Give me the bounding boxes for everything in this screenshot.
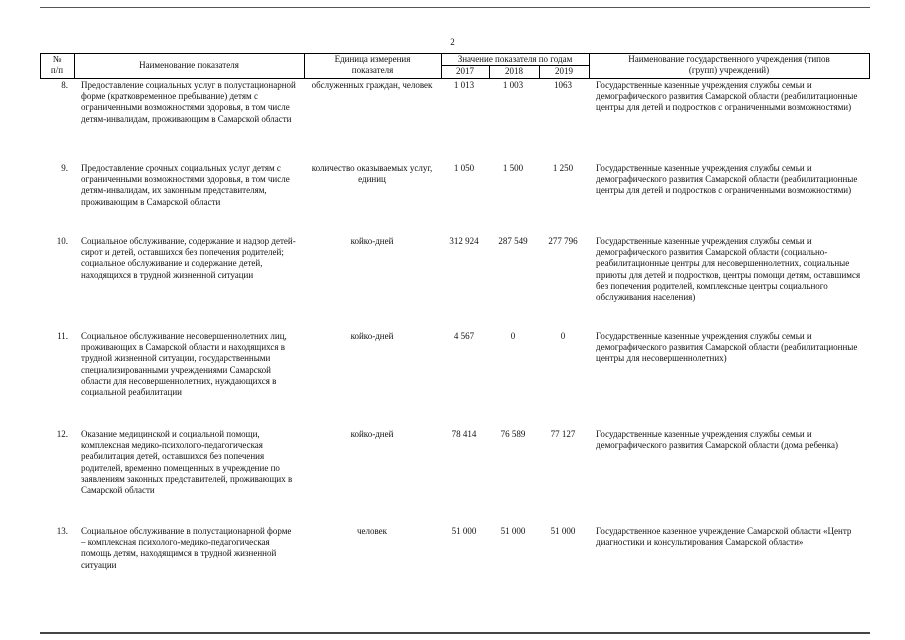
row-name: Оказание медицинской и социальной помощи, комплексная медико-психолого-педагогическая реабилитация детей, оставшихся без попечения родителей, временно помещенных в учреждение по заявлениям законных представителей, проживающих в Самарской области xyxy=(81,429,293,496)
row-value-2017: 4 567 xyxy=(453,331,475,341)
row-value-2018: 51 000 xyxy=(500,526,526,536)
header-unit: Единица измерения показателя xyxy=(334,54,411,75)
row-value-2019: 277 796 xyxy=(548,236,578,246)
row-unit: человек xyxy=(356,526,388,536)
header-year-2019: 2019 xyxy=(555,66,573,76)
row-value-2019: 1063 xyxy=(554,80,572,90)
row-num: 8. xyxy=(61,80,68,90)
row-value-2018: 1 003 xyxy=(502,80,524,90)
row-institution: Государственное казенное учреждение Самарской области «Центр диагностики и консультирования Самарской области» xyxy=(596,526,852,548)
row-unit: обслуженных граждан, человек xyxy=(311,80,433,90)
row-name: Социальное обслуживание несовершеннолетних лиц, проживающих в Самарской области и находящихся в трудной жизненной ситуации, государственными специализированными учреждениями Самарской области для несовершеннолетних, нуждающихся в социальной реабилитации xyxy=(81,331,287,398)
header-institution: Наименование государственного учреждения (типов (групп) учреждений) xyxy=(628,54,830,75)
row-value-2018: 76 589 xyxy=(500,429,526,439)
header-bottom-line xyxy=(40,78,870,79)
row-institution: Государственные казенные учреждения службы семьи и демографического развития Самарской области (реабилитационные центры для детей и подростков с ограниченными возможностями) xyxy=(596,163,858,196)
bottom-rule xyxy=(40,632,870,634)
row-value-2017: 78 414 xyxy=(451,429,477,439)
table-row xyxy=(40,80,870,150)
row-unit: количество оказываемых услуг, единиц xyxy=(311,163,433,185)
border-right xyxy=(869,53,870,78)
row-value-2019: 0 xyxy=(560,331,566,341)
table-row xyxy=(40,429,870,519)
table-row xyxy=(40,236,870,316)
row-name: Предоставление срочных социальных услуг детям с ограниченными возможностями здоровья, в том числе детям-инвалидам, их законным представителям, проживающим в Самарской области xyxy=(81,163,290,207)
header-year-2018: 2018 xyxy=(505,66,523,76)
header-num: № п/п xyxy=(50,54,64,75)
top-rule xyxy=(40,7,870,8)
row-name: Социальное обслуживание, содержание и надзор детей-сирот и детей, оставшихся без попечения родителей; социальное обслуживание и содержание детей, находящихся в трудной жизненной ситуации xyxy=(81,236,296,280)
row-unit: койко-дней xyxy=(350,429,394,439)
row-unit: койко-дней xyxy=(350,331,394,341)
row-institution: Государственные казенные учреждения службы семьи и демографического развития Самарской области (реабилитационные центры для несовершеннолетних) xyxy=(596,331,858,364)
row-num: 13. xyxy=(56,526,68,536)
row-num: 11. xyxy=(57,331,68,341)
row-institution: Государственные казенные учреждения службы семьи и демографического развития Самарской области (социально-реабилитационные центры для несовершеннолетних, социальные приюты для детей и подростков, центры помощи детям, оставшимся без попечения родителей, комплексные центры социального обслуживания населения) xyxy=(596,236,861,303)
row-institution: Государственные казенные учреждения службы семьи и демографического развития Самарской области (реабилитационные центры для детей и подростков с ограниченными возможностями) xyxy=(596,80,858,113)
row-unit: койко-дней xyxy=(350,236,394,246)
row-num: 12. xyxy=(56,429,68,439)
row-value-2017: 312 924 xyxy=(449,236,479,246)
page-number: 2 xyxy=(450,37,455,47)
row-num: 10. xyxy=(56,236,68,246)
row-value-2017: 1 013 xyxy=(453,80,475,90)
row-institution: Государственные казенные учреждения службы семьи и демографического развития Самарской области (дома ребенка) xyxy=(596,429,838,451)
header-year-2017: 2017 xyxy=(456,66,474,76)
table-row xyxy=(40,163,870,223)
table-row xyxy=(40,526,870,596)
row-value-2017: 1 050 xyxy=(453,163,475,173)
row-name: Социальное обслуживание в полустационарной форме – комплексная психолого-медико-педагогическая помощь детям, находящимся в трудной жизненной ситуации xyxy=(81,526,292,570)
row-value-2018: 287 549 xyxy=(498,236,528,246)
row-value-2019: 1 250 xyxy=(552,163,574,173)
row-value-2017: 51 000 xyxy=(451,526,477,536)
row-value-2018: 1 500 xyxy=(502,163,524,173)
header-values-group: Значение показателя по годам xyxy=(457,54,573,64)
row-value-2019: 77 127 xyxy=(550,429,576,439)
table-row xyxy=(40,331,870,421)
row-num: 9. xyxy=(61,163,68,173)
row-name: Предоставление социальных услуг в полустационарной форме (кратковременное пребывание) детям с ограниченными возможностями здоровья, в том числе детям-инвалидам, проживающим в Самарской области xyxy=(81,80,296,124)
row-value-2019: 51 000 xyxy=(550,526,576,536)
table-header xyxy=(40,53,870,78)
header-name: Наименование показателя xyxy=(139,60,239,70)
row-value-2018: 0 xyxy=(510,331,516,341)
